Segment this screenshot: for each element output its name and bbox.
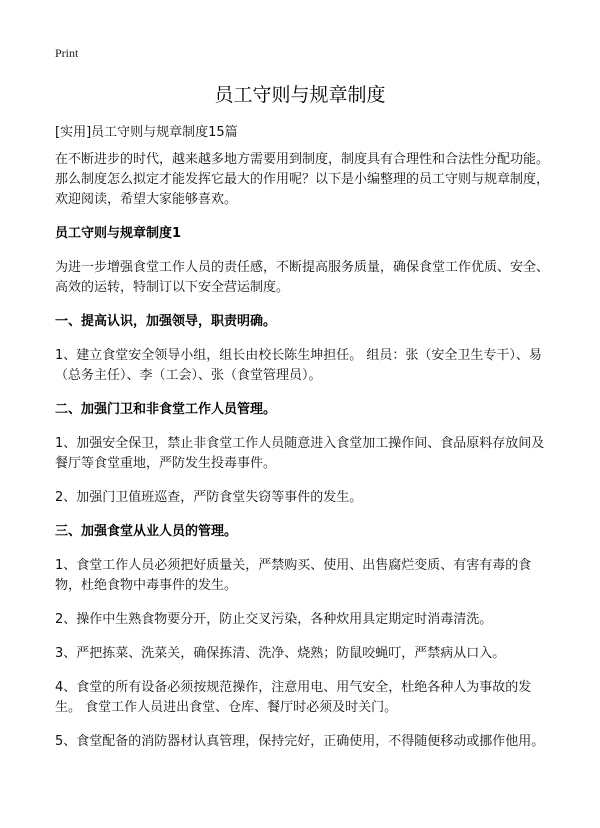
- part-heading-1: 一、提高认识，加强领导，职责明确。: [55, 314, 277, 329]
- intro-paragraph: 在不断进步的时代，越来越多地方需要用到制度，制度具有合理性和合法性分配功能。那么制度怎么拟定才能发挥它最大的作用呢？以下是小编整理的员工守则与规章制度，欢迎阅读，希望大家能够喜欢。: [55, 152, 550, 207]
- list-item: 3、严把拣菜、洗菜关，确保拣清、洗净、烧熟；防鼠咬蝇叮，严禁病从口入。: [55, 646, 506, 661]
- list-item: 5、食堂配备的消防器材认真管理，保持完好，正确使用，不得随便移动或挪作他用。: [55, 734, 545, 749]
- list-item: 1、食堂工作人员必须把好质量关，严禁购买、使用、出售腐烂变质、有害有毒的食物，杜绝食物中毒事件的发生。: [55, 558, 532, 593]
- list-item: 2、操作中生熟食物要分开，防止交叉污染，各种炊用具定期定时消毒清洗。: [55, 612, 493, 627]
- list-item: 1、加强安全保卫，禁止非食堂工作人员随意进入食堂加工操作间、食品原料存放间及餐厅等食堂重地，严防发生投毒事件。: [55, 436, 545, 471]
- document-subtitle: [实用]员工守则与规章制度15篇: [55, 125, 238, 140]
- section-title: 员工守则与规章制度1: [55, 226, 182, 241]
- page-title: 员工守则与规章制度: [214, 84, 386, 106]
- print-label: Print: [55, 46, 79, 60]
- list-item: 1、建立食堂安全领导小组，组长由校长陈生坤担任。 组员：张（安全卫生专干）、易（总务主任）、李（工会）、张（食堂管理员）。: [55, 348, 542, 383]
- document-body: [55, 150, 555, 766]
- part-heading-3: 三、加强食堂从业人员的管理。: [55, 524, 238, 539]
- list-item: 4、食堂的所有设备必须按规范操作，注意用电、用气安全，杜绝各种人为事故的发生。 食堂工作人员进出食堂、仓库、餐厅时必须及时关门。: [55, 680, 532, 715]
- list-item: 2、加强门卫值班巡查，严防食堂失窃等事件的发生。: [55, 490, 363, 505]
- part-heading-2: 二、加强门卫和非食堂工作人员管理。: [55, 402, 277, 417]
- section-intro-paragraph: 为进一步增强食堂工作人员的责任感，不断提高服务质量，确保食堂工作优质、安全、高效的运转，特制订以下安全营运制度。: [55, 260, 550, 295]
